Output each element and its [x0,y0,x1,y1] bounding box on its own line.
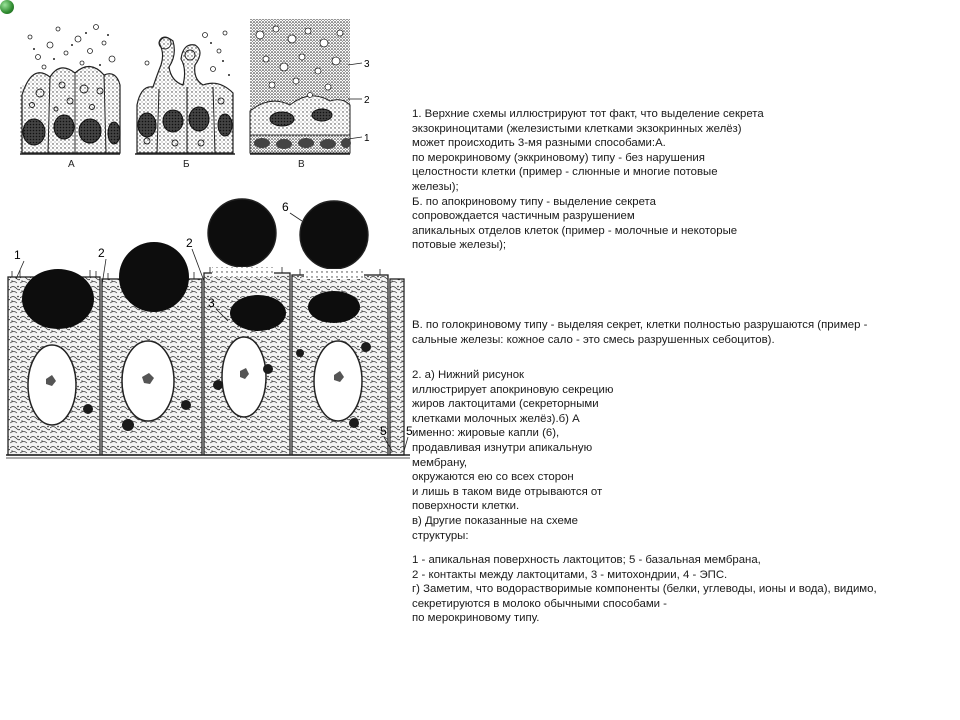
marker-2-top: 2 [364,95,370,106]
marker-5-bottom-left: 5 [380,424,387,438]
text-line: 1 - апикальная поверхность лактоцитов; 5 - базальная мембрана, [412,554,761,566]
text-line: Б. по апокриновому типу - выделение секрета [412,195,656,208]
panel-c-label: В [298,159,305,170]
marker-2-bottom-left: 2 [98,246,105,260]
marker-6-bottom: 6 [282,200,289,214]
text-line: 1. Верхние схемы иллюстрируют тот факт, что выделение секрета [412,108,764,120]
text-line: 2 - контакты между лактоцитами, 3 - митохондрии, 4 - ЭПС. [412,568,728,581]
text-line: апикальных отделов клеток (пример - молочные и некоторые [412,224,738,237]
text-block-legend [412,553,877,626]
text-line: сопровождается частичным разрушением [412,210,635,223]
text-line: поверхности клетки. [412,500,520,513]
marker-1-bottom: 1 [14,248,21,262]
lactocyte-figure [0,195,420,465]
panel-a-label: А [68,159,75,170]
lactocyte-svg [0,195,420,465]
secretion-types-figure [20,15,375,175]
text-line: структуры: [412,529,469,542]
text-block-holocrine [412,318,867,347]
text-block-apocrine-lactocytes [412,368,613,543]
text-line: жиров лактоцитами (секреторными [412,398,599,411]
panel-b-label: Б [183,159,190,170]
text-line: сальные железы: кожное сало - это смесь разрушенных себоцитов). [412,333,775,346]
text-line: секретируются в молоко обычными способами - [412,597,667,610]
marker-3-top: 3 [364,59,370,70]
marker-5-bottom-right: 5 [406,424,413,438]
text-line: потовые железы); [412,239,507,252]
text-line: по мерокриновому (эккриновому) типу - без нарушения [412,151,705,164]
slide-nav-icon[interactable] [0,0,14,14]
text-line: окружаются ею со всех сторон [412,471,574,484]
text-line: клетками молочных желёз).б) А [412,412,580,425]
text-line: В. по голокриновому типу - выделяя секрет, клетки полностью разрушаются (пример - [412,319,868,331]
marker-3-bottom: 3 [208,296,215,310]
marker-2-bottom-right: 2 [186,236,193,250]
text-line: целостности клетки (пример - слюнные и многие потовые [412,166,718,179]
text-line: в) Другие показанные на схеме [412,514,578,527]
text-line: продавливая изнутри апикальную [412,441,593,454]
text-line: экзокриноцитами (железистыми клетками экзокринных желёз) [412,122,742,135]
text-line: иллюстрирует апокриновую секрецию [412,383,614,396]
lactocyte-cell-5 [390,279,404,455]
marker-1-top: 1 [364,133,370,144]
text-line: г) Заметим, что водорастворимые компоненты (белки, углеводы, ионы и вода), видимо, [412,583,877,596]
panel-c-drawing [250,19,370,153]
text-line: железы); [412,180,459,193]
text-line: мембрану, [412,456,468,469]
secretion-types-svg [20,15,375,175]
text-line: может происходить 3-мя разными способами:А. [412,137,666,150]
text-line: 2. а) Нижний рисунок [412,369,525,381]
text-line: и лишь в таком виде отрываются от [412,485,603,498]
panel-a-drawing [20,25,120,156]
panel-b-drawing [137,31,233,153]
text-line: по мерокриновому типу. [412,612,540,625]
text-block-secretion-types [412,107,764,253]
text-line: именно: жировые капли (6), [412,427,560,440]
